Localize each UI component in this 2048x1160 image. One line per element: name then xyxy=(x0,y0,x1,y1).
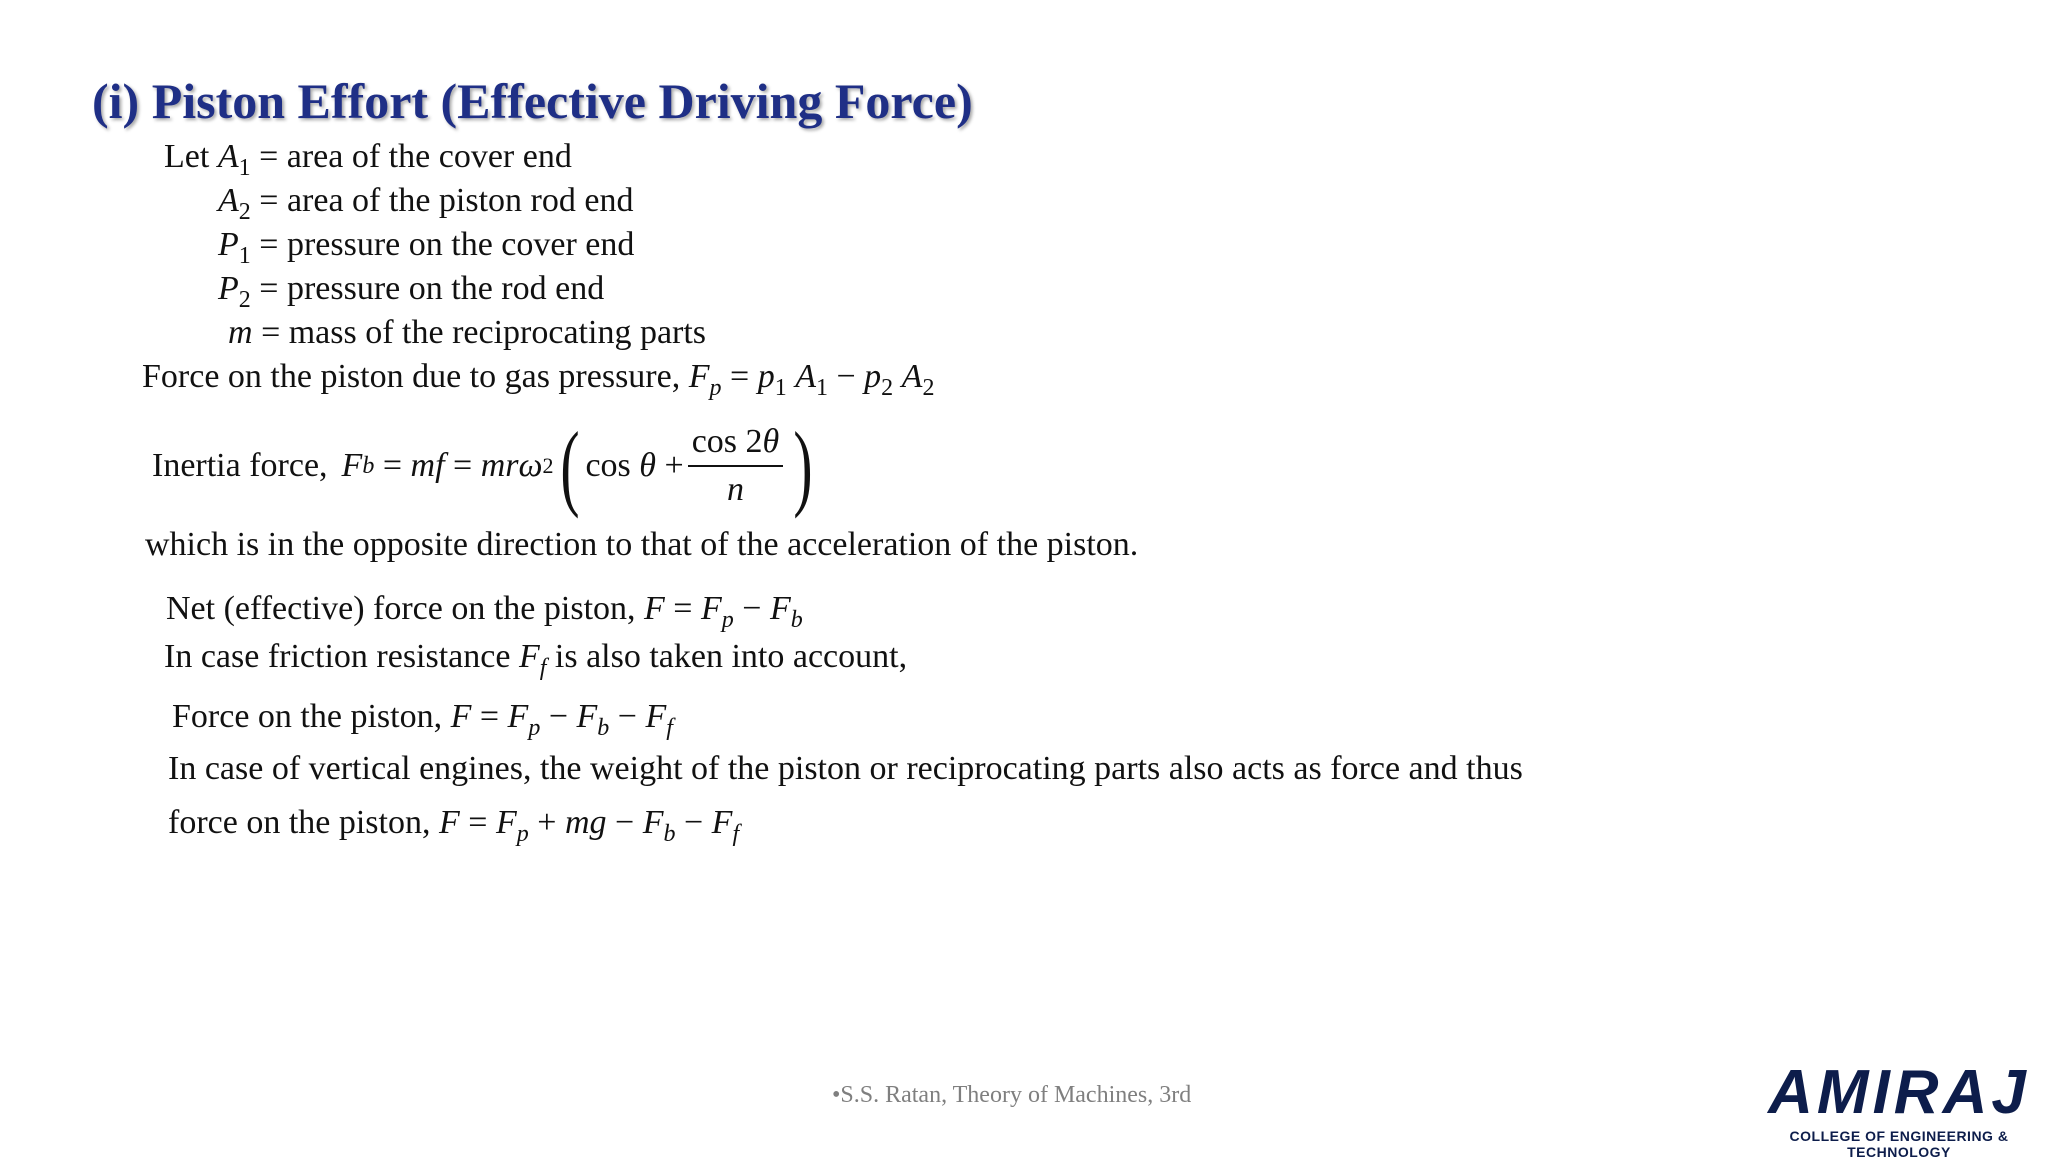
force-vertical-line xyxy=(168,804,740,847)
gas-force-text: Force on the piston due to gas pressure, xyxy=(142,358,681,395)
let-label: Let xyxy=(164,138,210,175)
inertia-equation: F b = mf = mrω 2 ( cos θ + $\frac{\cos 2\theta}{n}$ ) xyxy=(341,412,813,519)
p1-text: = pressure on the cover end xyxy=(259,226,635,263)
friction-text-a: In case friction resistance xyxy=(164,638,511,675)
force-text: Force on the piston, xyxy=(172,698,443,735)
college-logo xyxy=(1756,1058,2042,1160)
definition-a1: Let $A_1$ = area of the cover end xyxy=(164,138,572,181)
friction-text-b: is also taken into account, xyxy=(554,638,908,675)
m-text: = mass of the reciprocating parts xyxy=(261,314,707,351)
gas-force-equation: $F_p = p_1$ $A_1 - p_2$ $A_2$ xyxy=(688,358,935,401)
net-text: Net (effective) force on the piston, xyxy=(166,590,636,627)
logo-tagline: COLLEGE OF ENGINEERING & TECHNOLOGY xyxy=(1789,1128,2009,1160)
inertia-force-line xyxy=(152,412,819,519)
a1-text: = area of the cover end xyxy=(259,138,572,175)
fraction: $\frac{\cos 2\theta}{n}$ xyxy=(688,423,784,509)
p2-text: = pressure on the rod end xyxy=(259,270,605,307)
force-line xyxy=(172,698,673,741)
a2-text: = area of the piston rod end xyxy=(259,182,634,219)
definition-a2: $A_2$ = area of the piston rod end xyxy=(218,182,634,225)
definition-p1: $P_1$ = pressure on the cover end xyxy=(218,226,635,269)
gas-force-line xyxy=(142,358,935,401)
definition-p2: $P_2$ = pressure on the rod end xyxy=(218,270,605,313)
vertical-engines-text: In case of vertical engines, the weight of the piston or reciprocating parts also acts as force and thus xyxy=(168,750,1523,787)
slide-title: (i) Piston Effort (Effective Driving Force) xyxy=(92,73,973,129)
logo-brand: AMIRAJ xyxy=(1768,1058,2030,1127)
friction-line: In case friction resistance $F_f$ is also taken into account, xyxy=(164,638,908,681)
force-vertical-text: force on the piston, xyxy=(168,804,431,841)
definition-m: m = mass of the reciprocating parts xyxy=(228,314,707,351)
opposite-direction-text: which is in the opposite direction to that of the acceleration of the piston. xyxy=(145,526,1139,563)
net-equation: $F = F_p - F_b$ xyxy=(644,590,803,633)
citation-footer: •S.S. Ratan, Theory of Machines, 3rd xyxy=(832,1082,1192,1108)
force-vertical-equation: $F = F_p$ + mg − $F_b - F_f$ xyxy=(439,804,740,847)
inertia-text: Inertia force, xyxy=(152,447,328,484)
net-force-line xyxy=(166,590,803,633)
force-equation: $F = F_p - F_b - F_f$ xyxy=(450,698,673,741)
